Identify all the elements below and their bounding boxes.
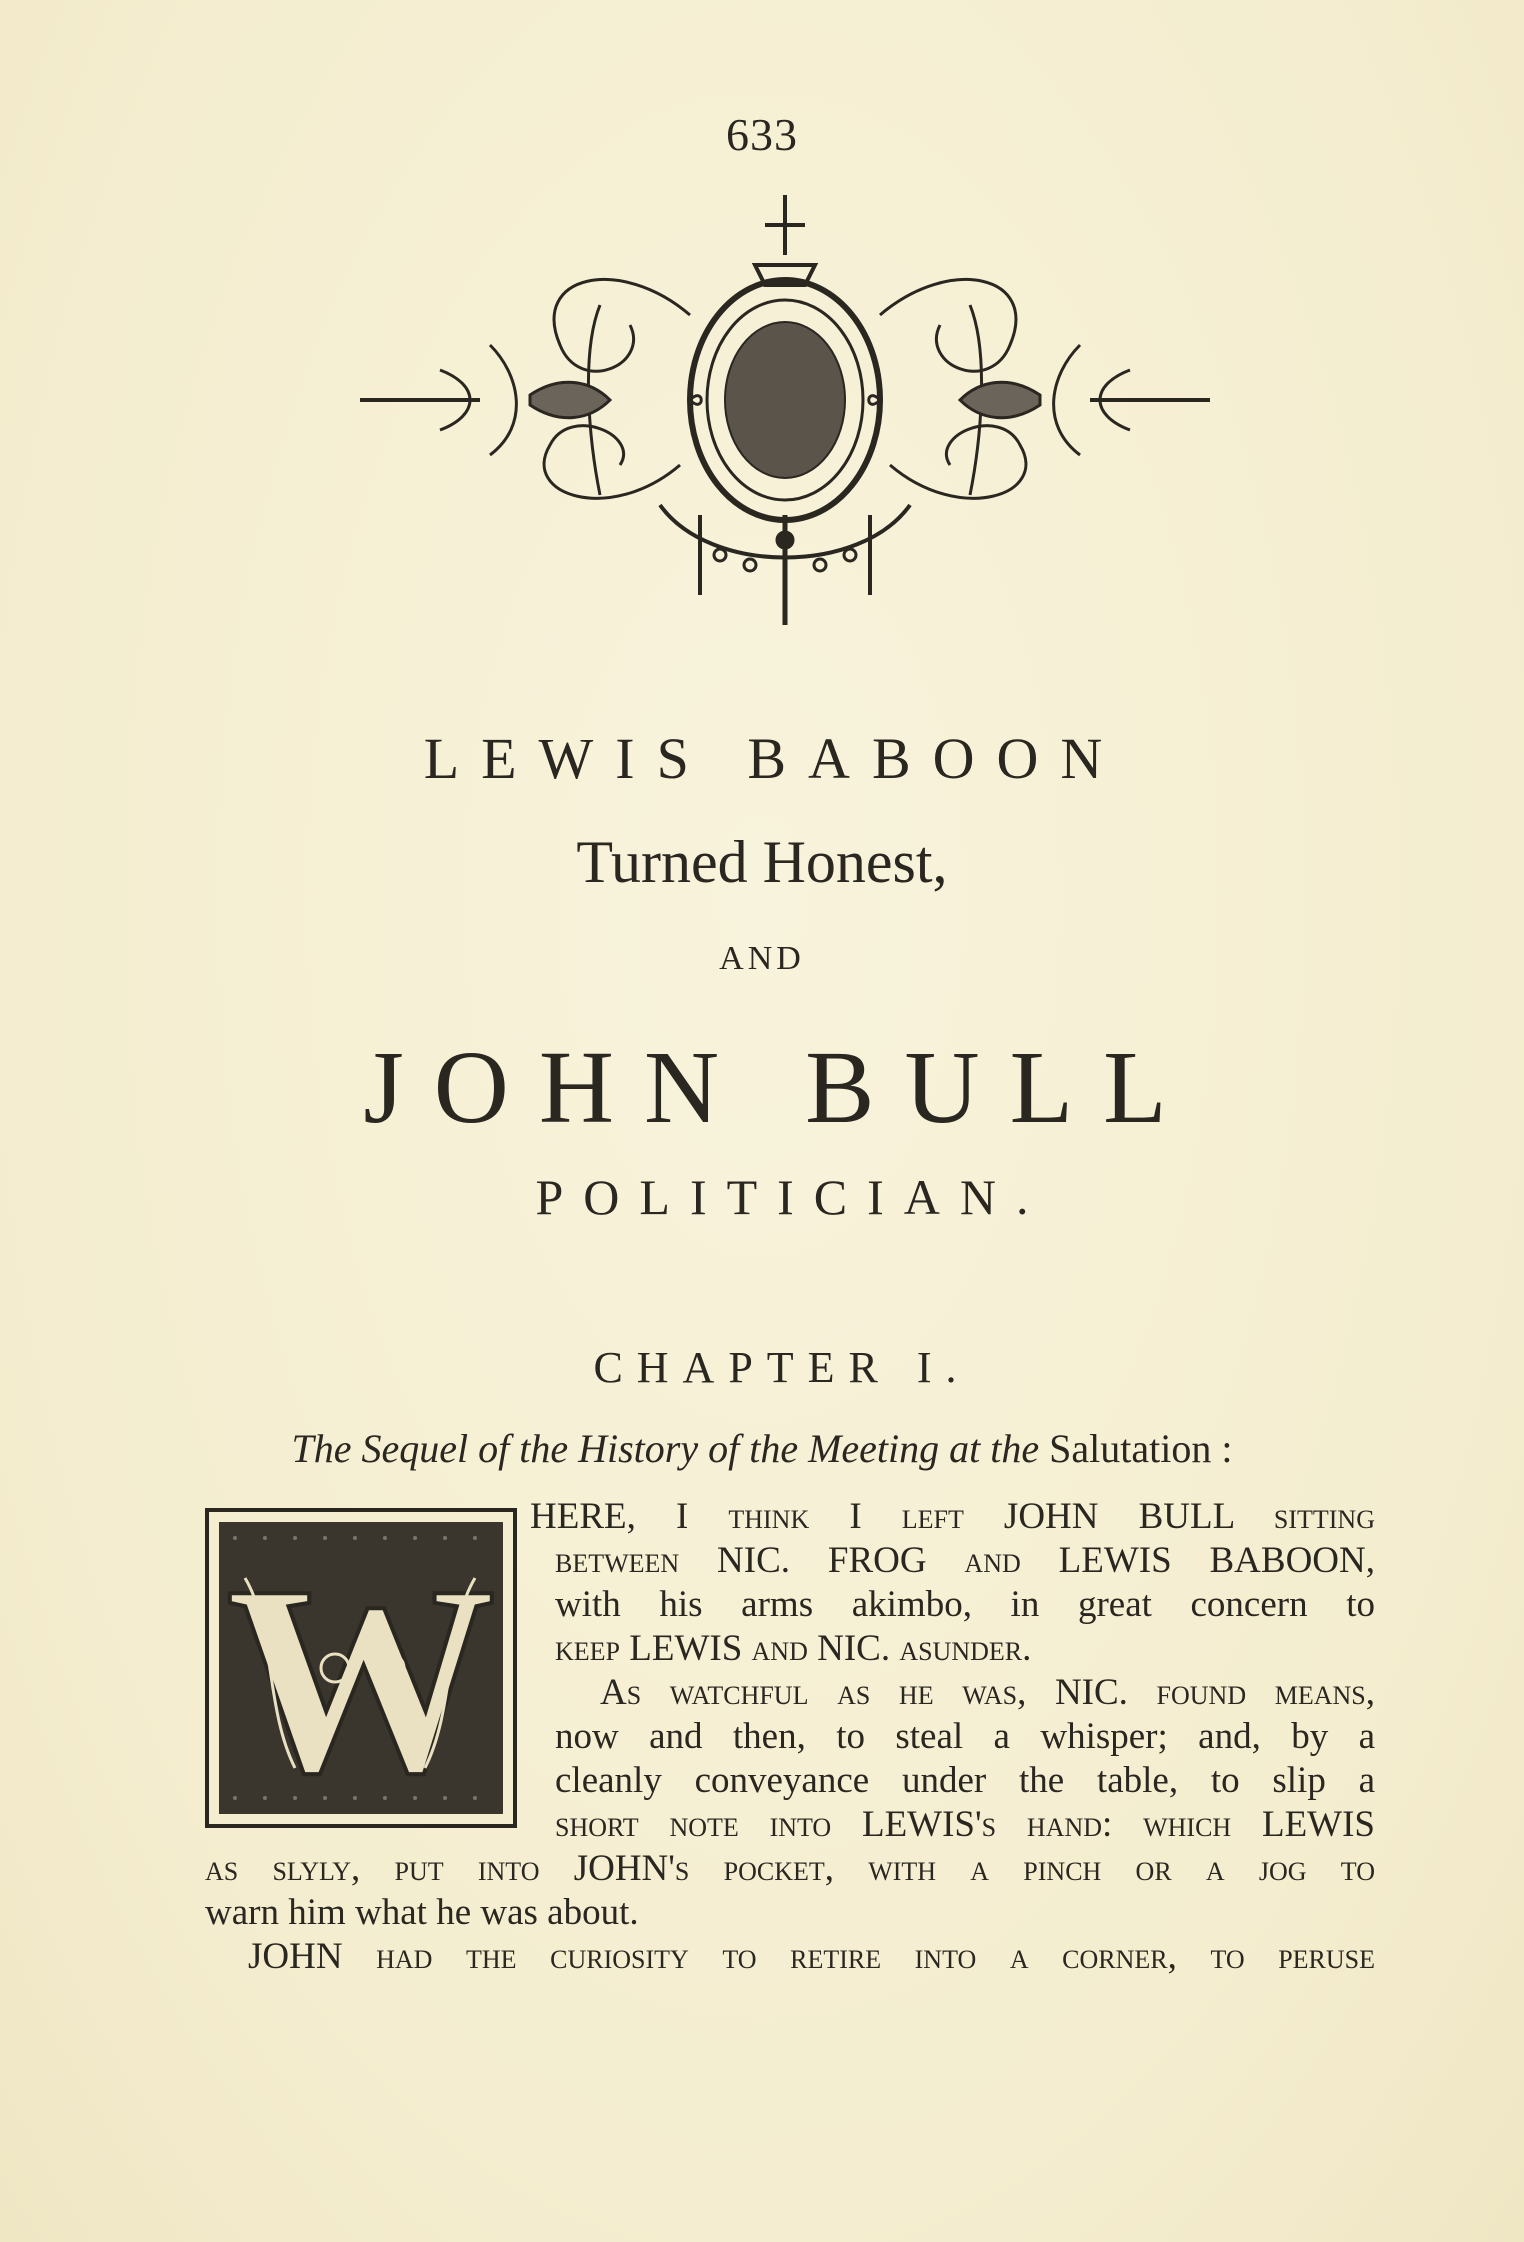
text-line-5 xyxy=(600,1671,1375,1715)
chapter-heading: CHAPTER I. xyxy=(593,1343,971,1392)
text-line-7-content: cleanly conveyance under the table, to slip a xyxy=(555,1760,1375,1801)
text-line-2-content: between NIC. FROG and LEWIS BABOON, xyxy=(555,1540,1375,1581)
chapter-subtitle-italic: The Sequel of the History of the Meeting at the xyxy=(291,1426,1040,1471)
chapter-subtitle-roman: Salutation : xyxy=(1049,1426,1233,1471)
page-number: 633 xyxy=(726,109,798,160)
text-line-9 xyxy=(205,1847,1375,1891)
text-line-7 xyxy=(555,1759,1375,1803)
text-line-11 xyxy=(248,1935,1375,1979)
text-line-8 xyxy=(555,1803,1375,1847)
title-john-bull: JOHN BULL xyxy=(363,1030,1197,1145)
text-line-5-content: As watchful as he was, NIC. found means, xyxy=(600,1672,1375,1713)
title-lewis-baboon: LEWIS BABOON xyxy=(423,726,1125,791)
chapter-subtitle xyxy=(0,1425,1524,1472)
drop-cap-initial xyxy=(205,1508,517,1828)
text-line-1-content: HERE, I think I left JOHN BULL sitting xyxy=(530,1496,1375,1537)
text-line-10 xyxy=(205,1891,639,1935)
text-line-6-content: now and then, to steal a whisper; and, by a xyxy=(555,1716,1375,1757)
drop-cap-letter: W xyxy=(226,1530,496,1828)
text-line-4 xyxy=(555,1627,1031,1671)
text-line-1 xyxy=(530,1495,1375,1539)
title-and: AND xyxy=(719,940,805,977)
text-line-2 xyxy=(555,1539,1375,1583)
text-line-11-content: JOHN had the curiosity to retire into a corner, to peruse xyxy=(248,1936,1375,1977)
ornament-headpiece xyxy=(360,195,1210,625)
text-line-4-content: keep LEWIS and NIC. asunder. xyxy=(555,1628,1032,1669)
text-line-3 xyxy=(555,1583,1375,1627)
text-line-3-content: with his arms akimbo, in great concern to xyxy=(555,1584,1375,1625)
text-line-10-content: warn him what he was about. xyxy=(205,1892,639,1933)
text-line-8-content: short note into LEWIS's hand: which LEWIS xyxy=(555,1804,1375,1845)
title-politician: POLITICIAN. xyxy=(535,1169,1049,1225)
title-turned-honest: Turned Honest, xyxy=(576,829,948,895)
text-line-9-content: as slyly, put into JOHN's pocket, with a pinch or a jog to xyxy=(205,1848,1375,1889)
text-line-6 xyxy=(555,1715,1375,1759)
